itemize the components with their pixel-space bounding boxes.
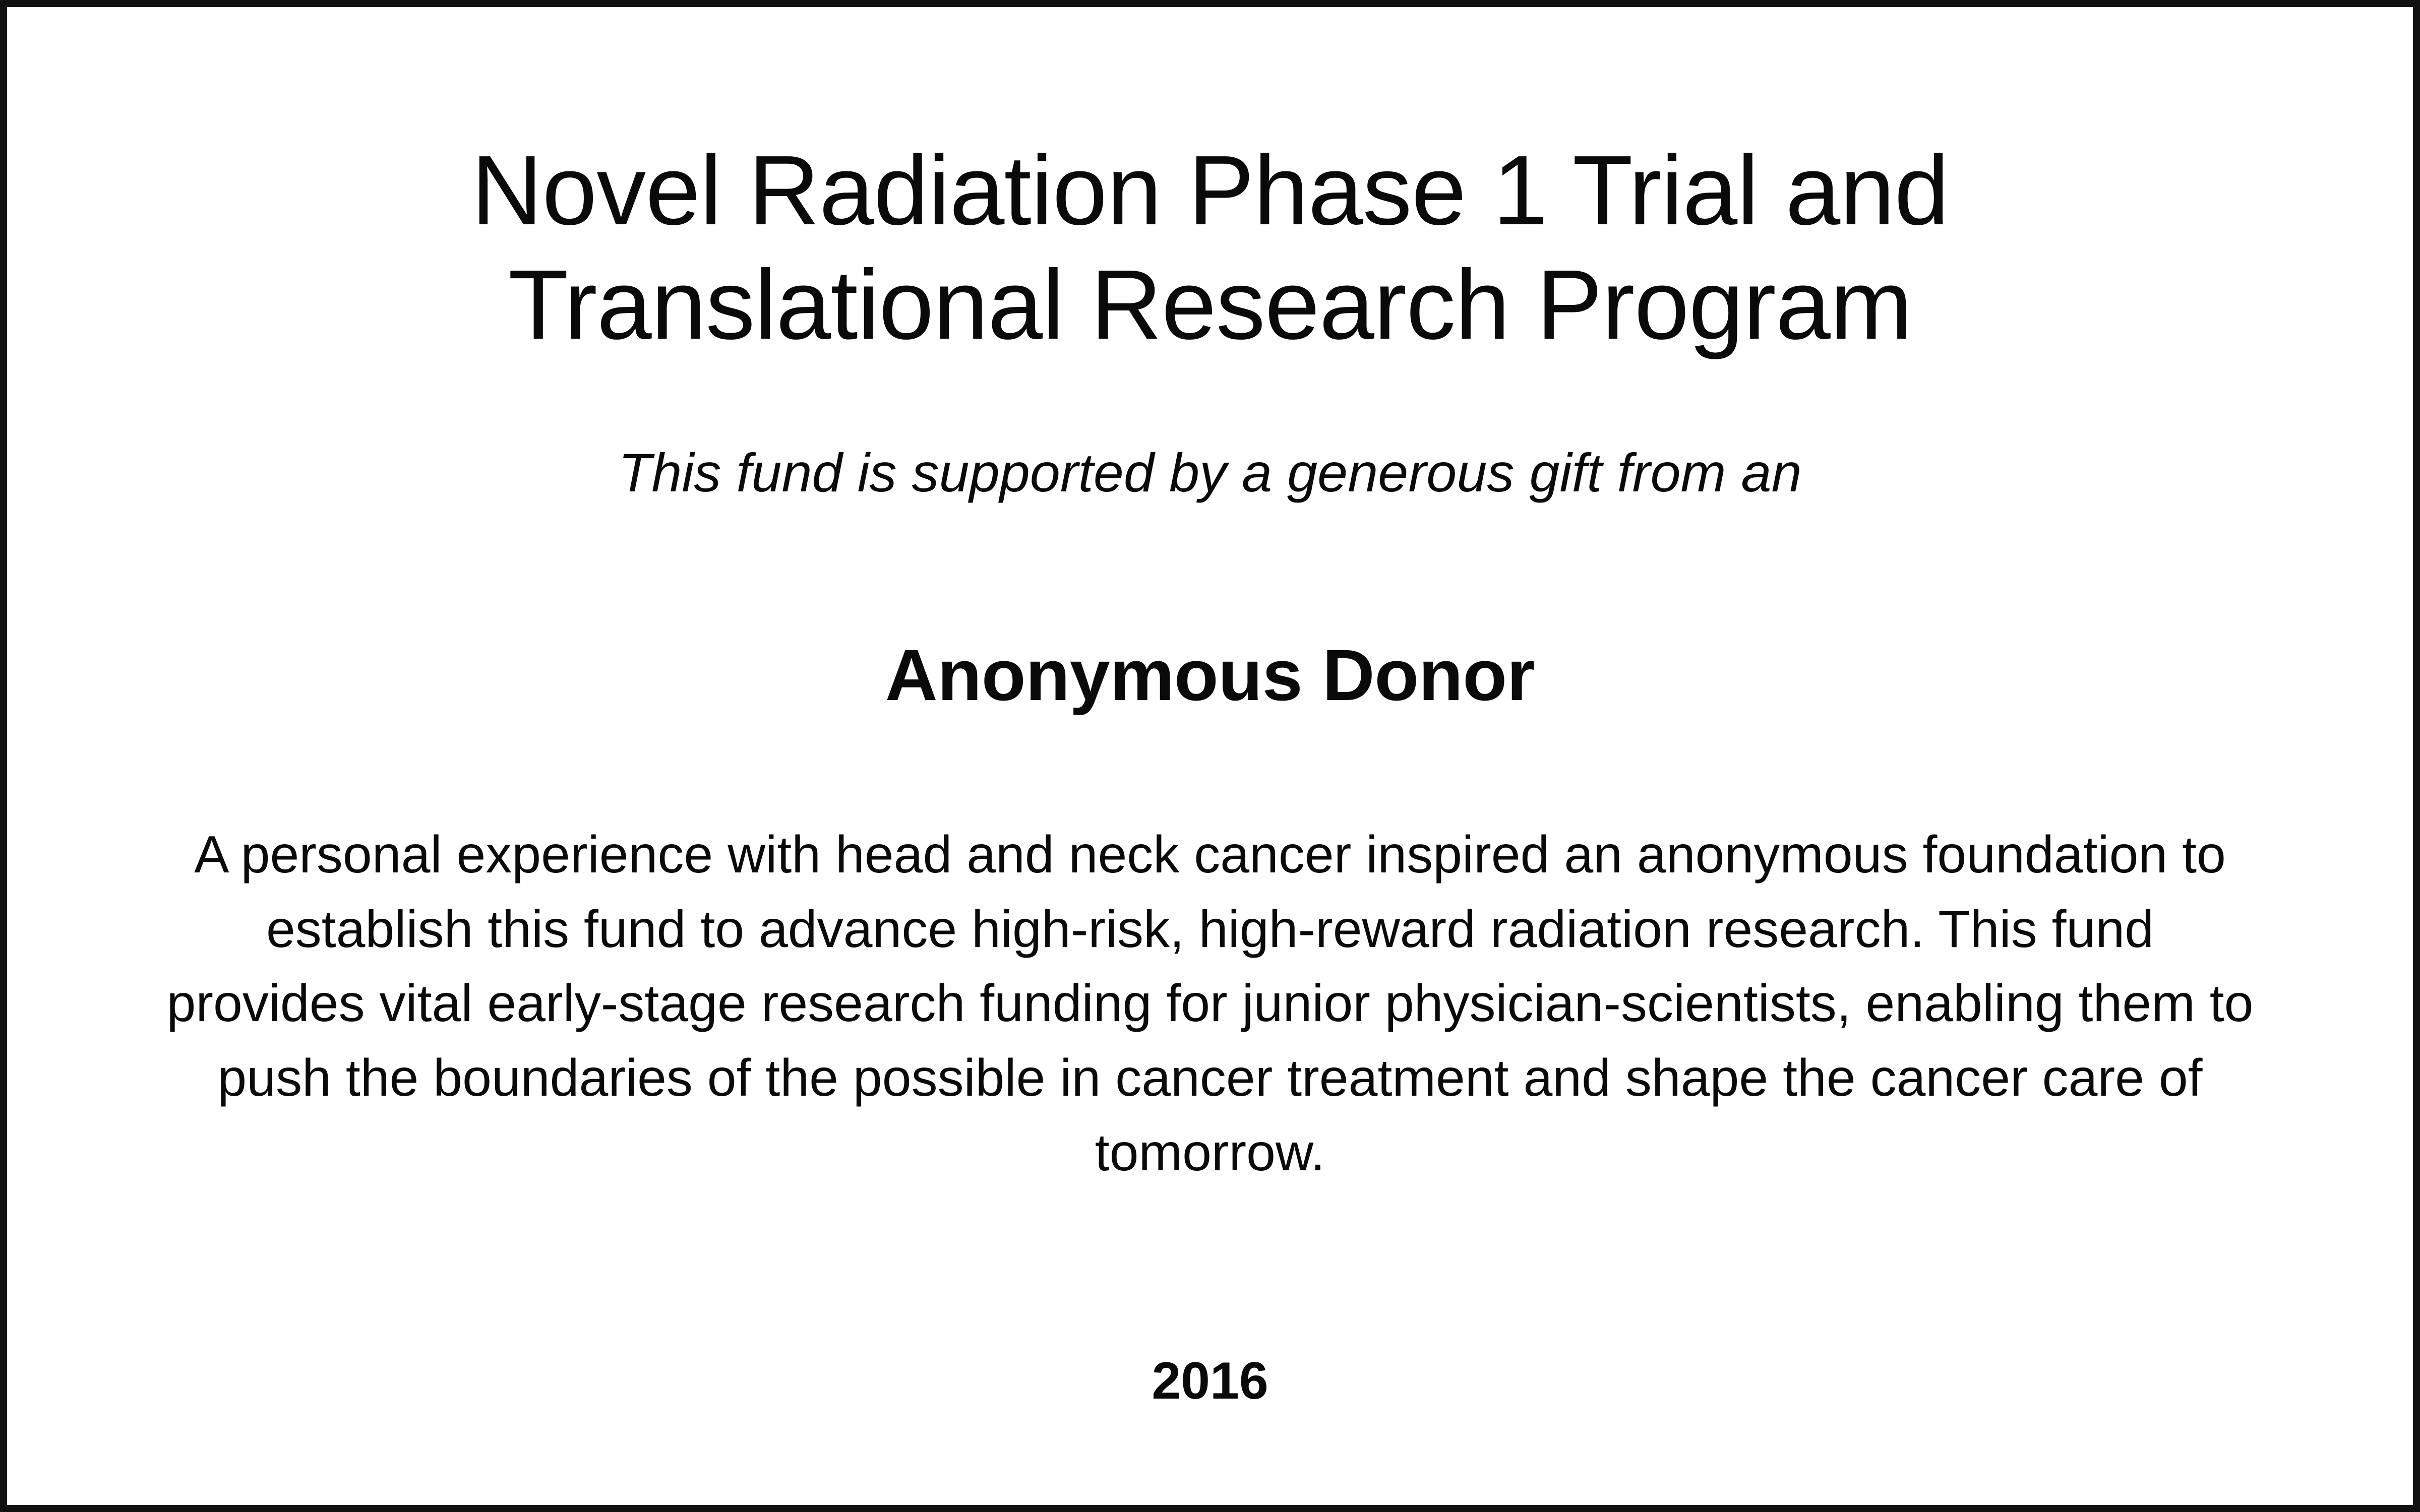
donor-name: Anonymous Donor [885, 634, 1535, 716]
plaque-description: A personal experience with head and neck cancer inspired an anonymous foundation to establish this fund to advance high-risk, high-reward radiation research. This fund provides vital early-stage research funding for junior physician-scientists, enabling them to push the boundaries of the possible in cancer treatment and shape the cancer care of tomorrow. [166, 825, 2254, 1182]
plaque-year: 2016 [1152, 1352, 1268, 1411]
page-title: Novel Radiation Phase 1 Trial and Translational Research Program [471, 135, 1949, 360]
plaque-subtitle: This fund is supported by a generous gift from an [618, 442, 1802, 503]
